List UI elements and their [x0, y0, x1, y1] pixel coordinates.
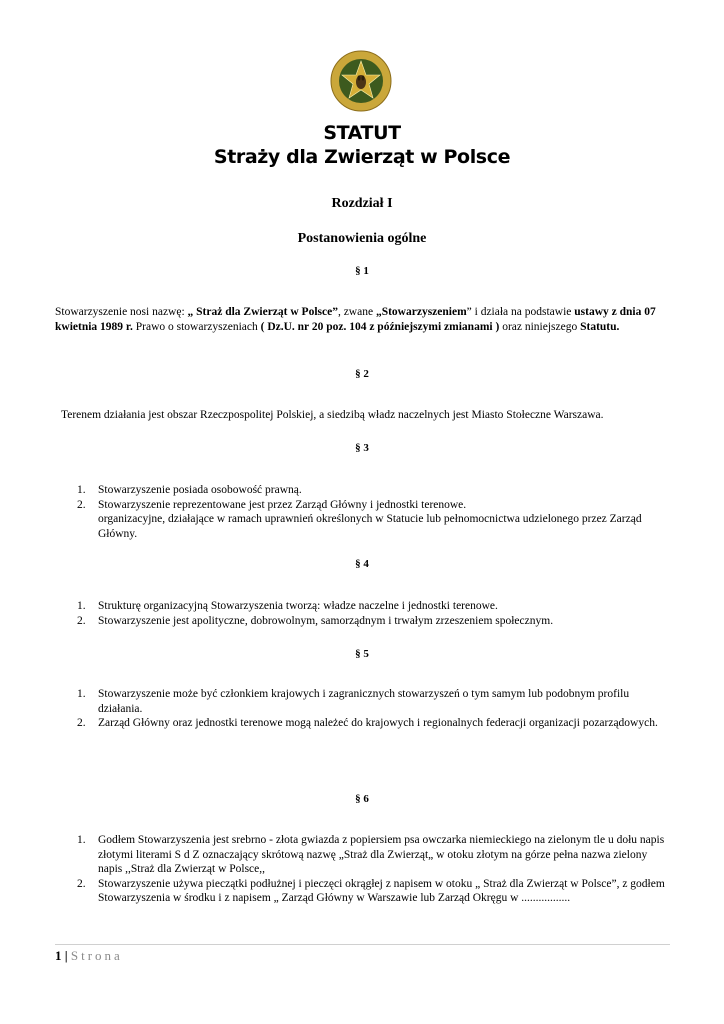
footer-page-word: Strona: [70, 948, 123, 963]
list-item: 2. Stowarzyszenie reprezentowane jest przez Zarząd Główny i jednostki terenowe.: [77, 498, 467, 511]
list-item: 1. Stowarzyszenie posiada osobowość prawną.: [77, 484, 302, 496]
list-item: 2. Stowarzyszenie jest apolityczne, dobrowolnym, samorządnym i trwałym zrzeszeniem społecznym.: [77, 614, 554, 627]
section-1-run: , zwane: [337, 306, 376, 318]
footer-divider: [55, 944, 670, 945]
section-3-list: [55, 483, 655, 541]
section-5-heading: § 5: [355, 648, 369, 660]
section-6-list: [55, 833, 665, 906]
list-item: 2. Zarząd Główny oraz jednostki terenowe mogą należeć do krajowych i regionalnych federacji organizacji pozarządowych.: [77, 717, 658, 729]
section-5-list: [55, 687, 675, 731]
chapter-label: Rozdział I: [331, 196, 393, 211]
section-3-heading: § 3: [355, 442, 369, 454]
document-subtitle: Straży dla Zwierząt w Polsce: [213, 146, 511, 168]
list-item: 1. Strukturę organizacyjną Stowarzyszenia tworzą: władze naczelne i jednostki terenowe.: [77, 600, 498, 612]
section-1-text: [55, 305, 665, 334]
section-6-heading: § 6: [355, 793, 369, 805]
chapter-name: Postanowienia ogólne: [297, 231, 427, 246]
section-1-run: Stowarzyszenie nosi nazwę:: [55, 306, 188, 318]
document-title: STATUT: [323, 122, 401, 144]
list-item: 1. Godłem Stowarzyszenia jest srebrno - złota gwiazda z popiersiem psa owczarka niemieckiego na zielonym tle u dołu napis złotymi literami S d Z oznaczający skrótową nazwę „Straż dla Zwierząt„ w otoku złotym na górze pełna nazwa zielony napis ,,Straż dla Zwierząt w Polsce,,: [77, 834, 665, 875]
section-1-heading: § 1: [355, 265, 369, 277]
section-1-run: ( Dz.U. nr 20 poz. 104 z późniejszymi zmianami ): [260, 320, 500, 333]
page-footer: [55, 948, 123, 964]
footer-separator: |: [61, 948, 71, 963]
list-item: 1. Stowarzyszenie może być członkiem krajowych i zagranicznych stowarzyszeń o tym samym lub podobnym profilu działania.: [77, 688, 630, 715]
page-number: 1: [55, 948, 62, 963]
section-1-run: oraz niniejszego: [499, 320, 581, 333]
section-2-text: Terenem działania jest obszar Rzeczpospolitej Polskiej, a siedzibą władz naczelnych jest Miasto Stołeczne Warszawa.: [61, 409, 604, 421]
section-4-list: [55, 599, 675, 628]
section-1-run: Prawo o stowarzyszeniach: [132, 320, 261, 333]
section-1-run: ” i działa na podstawie: [466, 306, 575, 318]
section-1-run: „ Straż dla Zwierząt w Polsce”: [187, 306, 338, 318]
section-4-heading: § 4: [355, 558, 369, 570]
section-1-run: „Stowarzyszeniem: [375, 306, 467, 318]
list-item: 2. Stowarzyszenie używa pieczątki podłużnej i pieczęci okrągłej z napisem w otoku „ Straż dla Zwierząt w Polsce”, z godłem Stowarzyszenia w środku i z napisem „ Zarząd Główny w Warszawie lub Zarząd Okręgu w .................: [77, 877, 665, 904]
association-emblem: [330, 50, 392, 112]
section-1-run: ustawy z dnia 07 kwietnia 1989 r.: [55, 306, 656, 333]
list-item: organizacyjne, działające w ramach uprawnień określonych w Statucie lub pełnomocnictwa udzielonego przez Zarząd Główny.: [98, 513, 642, 540]
section-2-heading: § 2: [355, 368, 369, 380]
section-1-run: Statutu.: [580, 320, 620, 333]
